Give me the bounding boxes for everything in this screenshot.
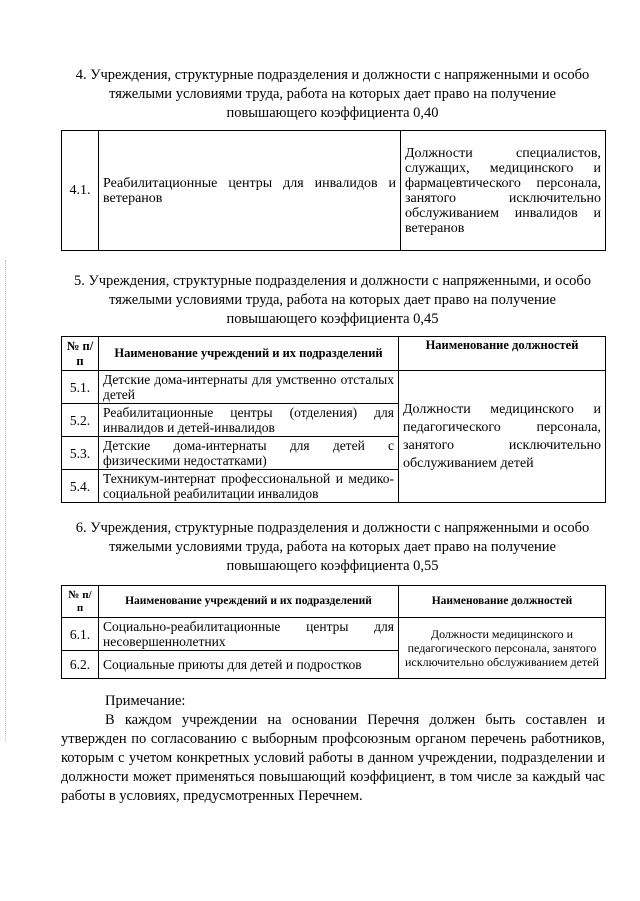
section-4-title-line3: повышающего коэффициента 0,40 bbox=[226, 105, 439, 121]
row-number: 4.1. bbox=[62, 131, 99, 251]
position-cell: Должности медицинского и педагогического персонала, занятого исключительно обслуживанием детей bbox=[399, 618, 606, 679]
position-cell: Должности специалистов, служащих, медицинского и фармацевтического персонала, занятого исключительно обслуживанием инвалидов и ветеранов bbox=[401, 131, 606, 251]
section-6-title bbox=[60, 519, 605, 576]
table-header-row bbox=[62, 586, 606, 618]
section-4-title bbox=[60, 66, 605, 123]
row-number: 6.2. bbox=[62, 651, 99, 679]
table-row bbox=[62, 371, 606, 404]
institution-cell: Социально-реабилитационные центры для несовершеннолетних bbox=[99, 618, 399, 651]
section-4-title-line1: 4. Учреждения, структурные подразделения и должности с напряженными и особо bbox=[75, 67, 590, 83]
row-number: 6.1. bbox=[62, 618, 99, 651]
section-5-title-line1: 5. Учреждения, структурные подразделения и должности с напряженными, и особо bbox=[73, 273, 592, 289]
row-number: 5.2. bbox=[62, 404, 99, 437]
institution-cell: Детские дома-интернаты для умственно отсталых детей bbox=[99, 371, 399, 404]
institution-cell: Техникум-интернат профессиональной и медико-социальной реабилитации инвалидов bbox=[99, 470, 399, 503]
header-institution: Наименование учреждений и их подразделений bbox=[99, 337, 399, 371]
section-6-title-line3: повышающего коэффициента 0,55 bbox=[226, 558, 439, 574]
row-number: 5.1. bbox=[62, 371, 99, 404]
section-5-title-line2: тяжелыми условиями труда, работа на которых дает право на получение bbox=[109, 292, 556, 308]
table-header-row bbox=[62, 337, 606, 371]
note-text: В каждом учреждении на основании Перечня должен быть составлен и утвержден по согласованию с выборным профсоюзным органом перечень работников, которым с учетом конкретных условий работы в данном учреждении, подразделении и должности может применяться повышающий коэффициент, в том числе за каждый час работы в условиях, предусмотренных Перечнем. bbox=[61, 712, 605, 804]
scan-edge bbox=[5, 260, 7, 740]
institution-cell: Реабилитационные центры (отделения) для инвалидов и детей-инвалидов bbox=[99, 404, 399, 437]
note-heading: Примечание: bbox=[105, 693, 186, 709]
table-row bbox=[62, 131, 606, 251]
section-4-title-line2: тяжелыми условиями труда, работа на которых дает право на получение bbox=[109, 86, 556, 102]
header-num: № п/п bbox=[62, 337, 99, 371]
table-row bbox=[62, 618, 606, 651]
section-5-table bbox=[61, 336, 606, 503]
position-cell: Должности медицинского и педагогического персонала, занятого исключительно обслуживанием детей bbox=[399, 371, 606, 503]
header-institution: Наименование учреждений и их подразделений bbox=[99, 586, 399, 618]
section-5-title bbox=[60, 272, 605, 329]
header-position: Наименование должностей bbox=[399, 337, 606, 371]
header-position: Наименование должностей bbox=[399, 586, 606, 618]
institution-cell: Реабилитационные центры для инвалидов и ветеранов bbox=[99, 131, 401, 251]
section-6-table bbox=[61, 585, 606, 679]
institution-cell: Социальные приюты для детей и подростков bbox=[99, 651, 399, 679]
row-number: 5.3. bbox=[62, 437, 99, 470]
header-num: № п/п bbox=[62, 586, 99, 618]
institution-cell: Детские дома-интернаты для детей с физическими недостатками) bbox=[99, 437, 399, 470]
section-6-title-line2: тяжелыми условиями труда, работа на которых дает право на получение bbox=[109, 539, 556, 555]
section-5-title-line3: повышающего коэффициента 0,45 bbox=[226, 311, 439, 327]
section-6-title-line1: 6. Учреждения, структурные подразделения и должности с напряженными и особо bbox=[75, 520, 590, 536]
section-4-table bbox=[61, 130, 606, 251]
row-number: 5.4. bbox=[62, 470, 99, 503]
